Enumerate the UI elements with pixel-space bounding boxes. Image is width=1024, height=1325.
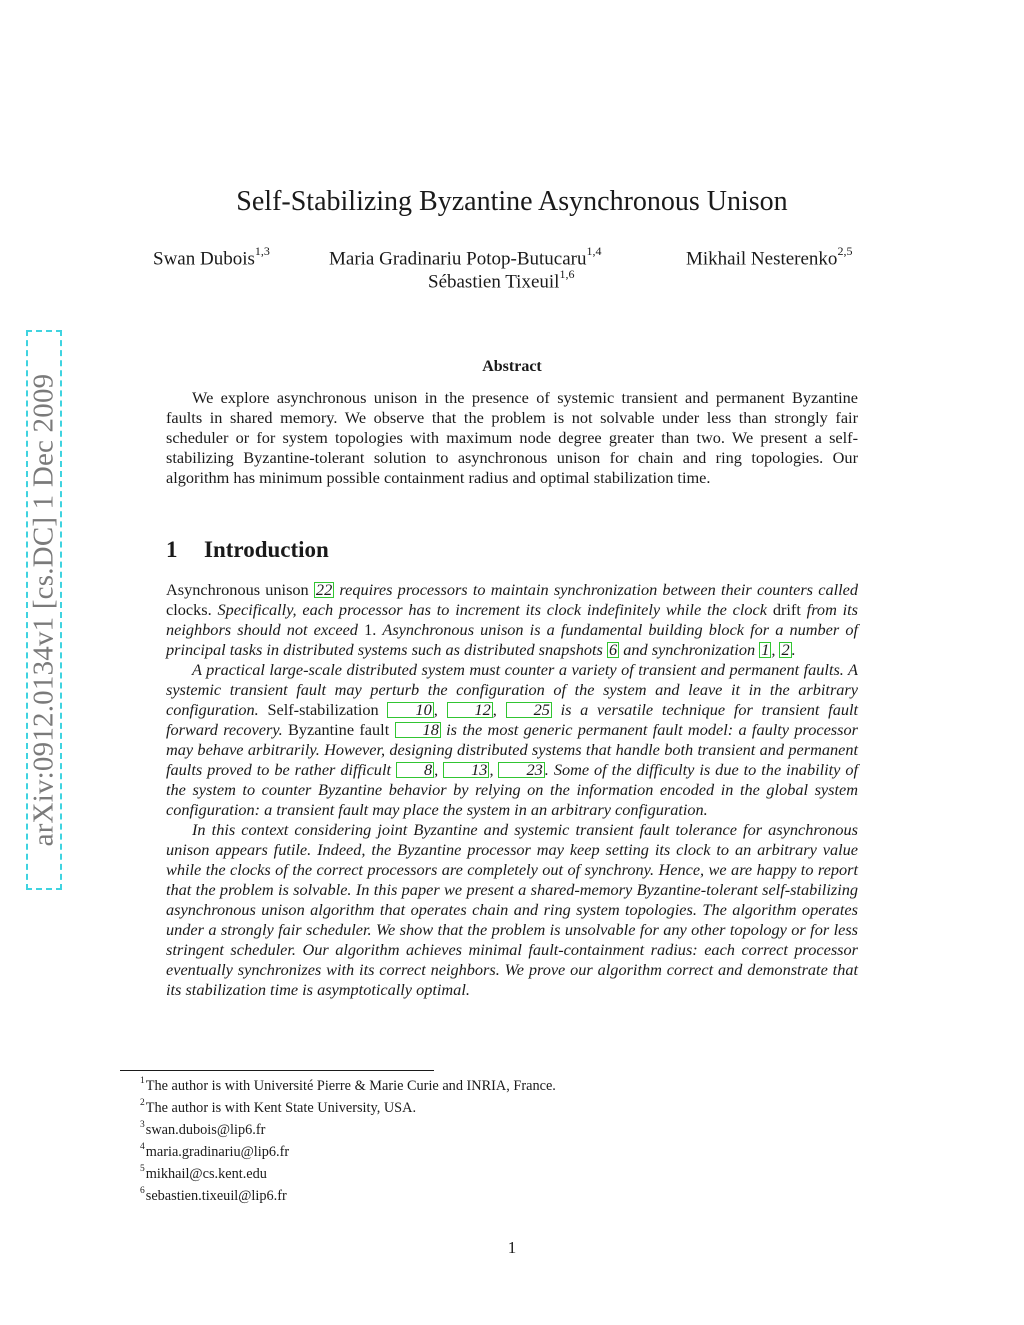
citation-link[interactable]: 6 (608, 640, 618, 659)
section-title: Introduction (204, 537, 329, 562)
footnote-text: sebastien.tixeuil@lip6.fr (145, 1187, 287, 1204)
citation-link[interactable]: 25 (506, 702, 552, 718)
abstract-heading: Abstract (482, 358, 542, 375)
footnote-number: 2 (140, 1097, 145, 1108)
citation-link[interactable]: 10 (387, 702, 433, 718)
paragraph: A practical large-scale distributed system must counter a variety of transient and permanent faults. A systemic transient fault may perturb the configuration of the system and leave it in the arbitrary configuration. Self-stabilization 10 , 12 , 25 is a versatile technique for transient fault forward recovery. Byzantine fault 18 is the most generic permanent fault model: a faulty processor may behave arbitrarily. However, designing distributed systems that handle both transient and permanent faults proved to be rather difficult 8 , 13 , 23 . Some of the difficulty is due to the inability of the system to counter Byzantine behavior by relying on the information encoded in the global system configuration: a transient fault may place the system in an arbitrary configuration. (166, 660, 859, 819)
footnote-number: 6 (140, 1185, 145, 1196)
footnote-rule (120, 1070, 434, 1071)
citation-link[interactable]: 8 (396, 762, 434, 778)
citation-link[interactable]: 12 (447, 702, 493, 718)
text-run: and synchronization (623, 640, 756, 659)
text-run: requires processors to maintain synchronization between their counters called (339, 580, 859, 599)
footnote-text: mikhail@cs.kent.edu (145, 1165, 267, 1182)
author (686, 246, 852, 270)
text-run: drift (772, 600, 801, 619)
text-run: is the most generic permanent fault model: a faulty processor may behave arbitrarily. However, designing distributed systems that handle both transient and permanent faults proved to be rather difficult (166, 720, 858, 779)
citation-link[interactable]: 13 (443, 762, 489, 778)
footnote-number: 3 (140, 1119, 145, 1130)
text-run: is a versatile technique for transient fault forward recovery. (166, 700, 859, 739)
citation-link[interactable]: 23 (498, 762, 544, 778)
text-run: Some of the difficulty is due to the inability of the system to counter Byzantine behavior by relying on the information encoded in the global system configuration: a transient fault may place the system in an arbitrary configuration. (166, 760, 859, 819)
introduction-body (166, 580, 858, 1000)
footnote-text: maria.gradinariu@lip6.fr (145, 1143, 290, 1160)
abstract-text: We explore asynchronous unison in the presence of systemic transient and permanent Byzantine faults in shared memory. We observe that the problem is not solvable under less than strongly fair scheduler or for system topologies with maximum node degree greater than two. We present a self-stabilizing Byzantine-tolerant solution to asynchronous unison for chain and ring topologies. Our algorithm has minimum possible containment radius and optimal stabilization time. (166, 388, 858, 487)
paragraph: Asynchronous unison 22 requires processors to maintain synchronization between their counters called clocks. Specifically, each processor has to increment its clock indefinitely while the clock drift from its neighbors should not exceed 1. Asynchronous unison is a fundamental building block for a number of principal tasks in distributed systems such as distributed snapshots 6 and synchronization 1 , 2 . (166, 580, 859, 659)
paper-title: Self-Stabilizing Byzantine Asynchronous Unison (236, 186, 788, 217)
text-run: Asynchronous unison (166, 580, 309, 599)
footnote (140, 1073, 556, 1095)
section-number: 1 (166, 537, 178, 562)
author (428, 269, 574, 293)
text-run: A practical large-scale distributed system must counter a variety of transient and permanent faults. A systemic transient fault may perturb the configuration of the system and leave it in the arbitrary configuration. (166, 660, 858, 719)
citation-link[interactable]: 1 (761, 640, 770, 659)
footnote-number: 1 (140, 1076, 145, 1086)
footnote-number: 5 (140, 1163, 145, 1174)
footnote (140, 1117, 556, 1139)
text-run: Self-stabilization (267, 700, 379, 719)
footnote-text: The author is with Université Pierre & Marie Curie and INRIA, France. (145, 1077, 556, 1094)
text-run: Specifically, each processor has to increment its clock indefinitely while the clock (217, 600, 768, 619)
author-affiliation: 2,5 (837, 244, 853, 258)
author (153, 246, 270, 270)
footnote (140, 1095, 556, 1117)
text-run: from its neighbors should not exceed (166, 600, 859, 639)
footnotes (140, 1073, 556, 1205)
page-number: 1 (507, 1238, 517, 1257)
author-affiliation: 1,4 (586, 244, 602, 258)
author-name: Swan Dubois (153, 248, 255, 270)
text-run: In this context considering joint Byzantine and systemic transient fault tolerance for asynchronous unison appears futile. Indeed, the Byzantine processor may keep setting its clock to an arbitrary value while the clocks of the correct processors are completely out of synchrony. Hence, we are happy to report that the problem is solvable. In this paper we present a shared-memory Byzantine-tolerant self-stabilizing asynchronous unison algorithm that operates chain and ring system topologies. The algorithm operates under a strongly fair scheduler. We show that the problem is unsolvable for any other topology or for less stringent scheduler. Our algorithm achieves minimal fault-containment radius: each correct processor eventually synchronizes with its correct neighbors. We prove our algorithm correct and demonstrate that its stabilization time is asymptotically optimal. (166, 820, 858, 999)
paragraph (166, 820, 858, 1000)
arxiv-stamp: arXiv:0912.0134v1 [cs.DC] 1 Dec 2009 (27, 373, 60, 847)
footnote-number: 4 (140, 1141, 145, 1152)
author-affiliation: 1,6 (559, 267, 575, 281)
text-run: Asynchronous unison is a fundamental building block for a number of principal tasks in distributed systems such as distributed snapshots (166, 620, 858, 659)
footnote-text: The author is with Kent State University, USA. (145, 1099, 417, 1116)
citation-link[interactable]: 22 (315, 580, 333, 599)
text-run: 1. (364, 620, 377, 639)
footnote (140, 1161, 556, 1183)
author-name: Sébastien Tixeuil (428, 271, 560, 293)
citation-link[interactable]: 2 (781, 640, 790, 659)
author-name: Mikhail Nesterenko (686, 248, 838, 270)
citation-link[interactable]: 18 (395, 722, 441, 738)
text-run: clocks. (166, 600, 212, 619)
text-run: Byzantine fault (288, 720, 390, 739)
footnote-text: swan.dubois@lip6.fr (145, 1121, 266, 1138)
footnote (140, 1139, 556, 1161)
section-heading (166, 537, 329, 563)
author-affiliation: 1,3 (254, 244, 270, 258)
footnote (140, 1183, 556, 1205)
author-name: Maria Gradinariu Potop-Butucaru (329, 248, 587, 270)
